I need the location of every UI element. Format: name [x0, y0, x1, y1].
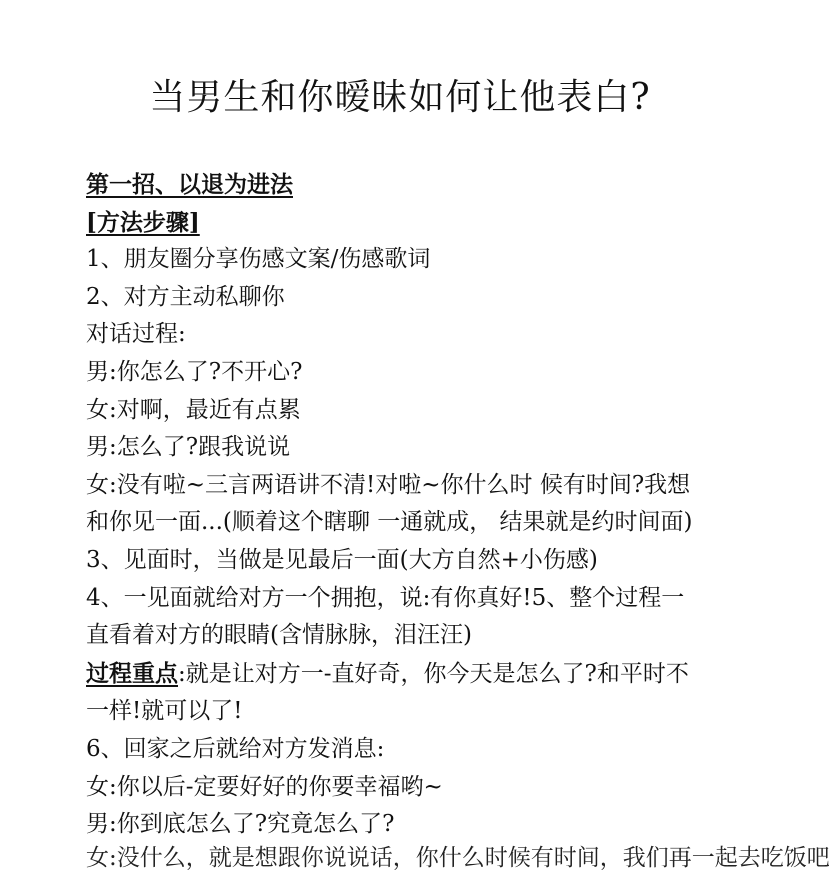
- key-point-text: :就是让对方一-直好奇，你今天是怎么了?和平时不: [178, 660, 689, 687]
- text-line: 女:对啊，最近有点累: [86, 396, 301, 423]
- text-line: 直看着对方的眼睛(含情脉脉，泪汪汪): [86, 622, 472, 649]
- text-line: 男:你怎么了?不开心?: [86, 358, 303, 385]
- text-line: 和你见一面...(顺着这个瞎聊 一通就成， 结果就是约时间面): [86, 509, 693, 536]
- document-title: 当男生和你暧昧如何让他表白?: [149, 77, 651, 118]
- section-heading: 第一招、以退为进法: [86, 171, 293, 198]
- text-line: 对话过程:: [86, 321, 186, 348]
- cut-off-line: [86, 840, 830, 880]
- text-line: 男:你到底怎么了?究竟怎么了?: [86, 811, 395, 838]
- text-line: 2、对方主动私聊你: [86, 283, 285, 310]
- text-line: 女:没有啦~三言两语讲不清!对啦~你什么时 候有时间?我想: [86, 471, 691, 498]
- cut-off-text: 女:没什么，就是想跟你说说话，你什么时候有时间，我们再一起去吃饭吧: [86, 845, 830, 871]
- key-point-line: [86, 655, 736, 694]
- text-line: 6、回家之后就给对方发消息:: [86, 735, 385, 762]
- text-line: 一样!就可以了!: [86, 698, 243, 725]
- text-line: 女:你以后-定要好好的你要幸福哟~: [86, 773, 443, 800]
- text-line: 男:怎么了?跟我说说: [86, 434, 291, 461]
- steps-heading: [方法步骤]: [86, 208, 200, 236]
- text-line: 4、一见面就给对方一个拥抱，说:有你真好!5、整个过程一: [86, 584, 685, 611]
- text-line: 3、见面时，当做是见最后一面(大方自然+小伤感): [86, 546, 598, 573]
- document-body: [86, 166, 736, 844]
- key-point-label: 过程重点: [86, 659, 178, 687]
- text-line: 1、朋友圈分享伤感文案/伤感歌词: [86, 246, 431, 273]
